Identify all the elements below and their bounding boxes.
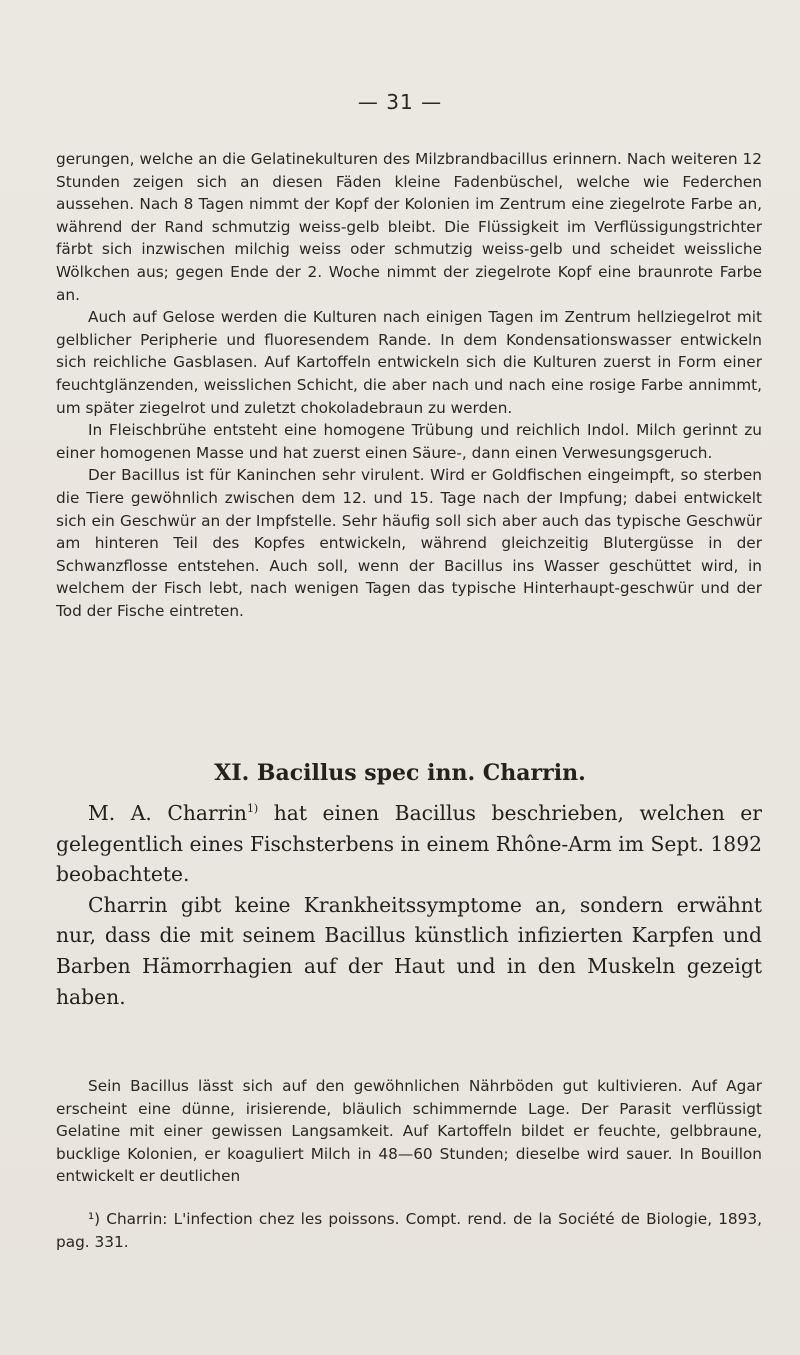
paragraph-virulence: Der Bacillus ist für Kaninchen sehr virulent. Wird er Goldfischen eingeimpft, so sterben die Tiere gewöhnlich zwischen dem 12. und 15. Tage nach der Impfung; dabei entwickelt sich ein Geschwür an der Impfstelle. Sehr häufig soll sich aber auch das typische Geschwür am hinteren Teil des Kopfes entwickeln, während gleichzeitig Blutergüsse in der Schwanzflosse entstehen. Auch soll, wenn der Bacillus ins Wasser geschüttet wird, in welchem der Fisch lebt, nach wenigen Tagen das typische Hinterhaupt-geschwür und der Tod der Fische eintreten. [56, 466, 762, 620]
paragraph-gelatin-cultures: gerungen, welche an die Gelatinekulturen des Milzbrandbacillus erinnern. Nach weiteren 12 Stunden zeigen sich an diesen Fäden kleine Fadenbüschel, welche wie Federchen aussehen. Nach 8 Tagen nimmt der Kopf der Kolonien im Zentrum eine ziegelrote Farbe an, während der Rand schmutzig weiss-gelb bleibt. Die Flüssigkeit im Verflüssigungstrichter färbt sich inzwischen milchig weiss oder schmutzig weiss-gelb und scheidet weissliche Wölkchen aus; gegen Ende der 2. Woche nimmt der ziegelrote Kopf eine braunrote Farbe an. [56, 150, 762, 304]
footnote-reference: 1) [246, 802, 259, 816]
footnote [56, 1208, 762, 1253]
cultivation-text-block [56, 1075, 762, 1188]
paragraph-symptoms: Charrin gibt keine Krankheitssymptome an, sondern erwähnt nur, dass die mit seinem Bacillus künstlich infizierten Karpfen und Barben Hämorrhagien auf der Haut und in den Muskeln gezeigt haben. [56, 892, 762, 1009]
page-number-header: — 31 — [357, 90, 443, 114]
continued-text-block [56, 148, 762, 622]
footnote-citation: Charrin: L'infection chez les poissons. Compt. rend. de la Société de Biologie, 1893, pag. 331. [56, 1210, 762, 1251]
paragraph-charrin-description [56, 798, 762, 890]
paragraph-charrin-author: M. A. Charrin [88, 801, 247, 825]
paragraph-gelose-cultures: Auch auf Gelose werden die Kulturen nach einigen Tagen im Zentrum hellziegelrot mit gelblicher Peripherie und fluoresendem Rande. In dem Kondensationswasser entwickeln sich reichliche Gasblasen. Auf Kartoffeln entwickeln sich die Kulturen zuerst in Form einer feuchtglänzenden, weisslichen Schicht, die aber nach und nach eine rosige Farbe annimmt, um später ziegelrot und zuletzt chokoladebraun zu werden. [56, 308, 762, 417]
footnote-marker: ¹) [88, 1210, 101, 1228]
paragraph-charrin-rest: hat einen Bacillus beschrieben, welchen er gelegentlich eines Fischsterbens in einem Rhône-Arm im Sept. 1892 beobachtete. [56, 801, 763, 887]
section-heading: XI. Bacillus spec inn. Charrin. [214, 760, 586, 786]
paragraph-broth-milk: In Fleischbrühe entsteht eine homogene Trübung und reichlich Indol. Milch gerinnt zu einer homogenen Masse und hat zuerst einen Säure-, dann einen Verwesungsgeruch. [56, 421, 762, 462]
paragraph-cultivation: Sein Bacillus lässt sich auf den gewöhnlichen Nährböden gut kultivieren. Auf Agar erscheint eine dünne, irisierende, bläulich schimmernde Lage. Der Parasit verflüssigt Gelatine mit einer gewissen Langsamkeit. Auf Kartoffeln bildet er feuchte, gelbbraune, bucklige Kolonien, er koaguliert Milch in 48—60 Stunden; dieselbe wird sauer. In Bouillon entwickelt er deutlichen [56, 1077, 762, 1186]
section-large-text [56, 798, 762, 1012]
